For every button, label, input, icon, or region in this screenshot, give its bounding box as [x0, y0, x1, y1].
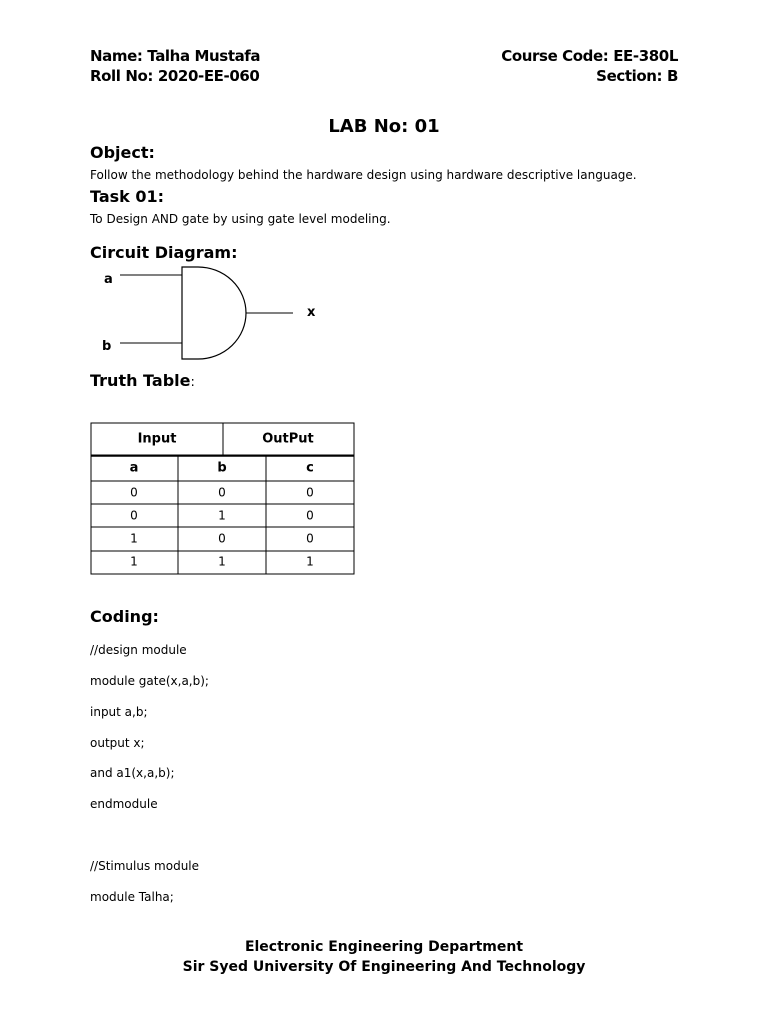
truth-table-heading-colon: :: [190, 375, 195, 390]
cell: 1: [306, 554, 314, 569]
cell: 1: [218, 508, 226, 523]
footer-university: Sir Syed University Of Engineering And Technology: [182, 959, 586, 975]
footer-department: Electronic Engineering Department: [244, 939, 524, 955]
input-a-label: a: [104, 272, 113, 287]
code-line: input a,b;: [90, 705, 148, 719]
code-line: //design module: [90, 643, 187, 657]
cell: 0: [306, 485, 314, 500]
column-header-a: a: [129, 460, 139, 476]
cell: 0: [218, 531, 226, 546]
column-header-c: c: [306, 460, 314, 476]
code-line: module gate(x,a,b);: [90, 674, 209, 688]
code-line: endmodule: [90, 797, 158, 811]
output-x-label: x: [307, 305, 316, 320]
truth-table-heading-text: Truth Table: [90, 371, 191, 390]
lab-title: LAB No: 01: [328, 116, 440, 137]
table-row: [130, 555, 314, 569]
input-b-label: b: [102, 339, 112, 354]
cell: 0: [306, 531, 314, 546]
table-row: [130, 509, 314, 523]
column-header-b: b: [217, 460, 227, 476]
course-code: Course Code: EE-380L: [501, 47, 678, 65]
cell: 0: [130, 485, 138, 500]
section: Section: B: [596, 67, 678, 85]
cell: 1: [130, 554, 138, 569]
student-name: Name: Talha Mustafa: [90, 47, 261, 65]
group-header-output: OutPut: [262, 431, 314, 447]
table-row: [130, 532, 314, 546]
cell: 0: [218, 485, 226, 500]
code-line: //Stimulus module: [90, 859, 200, 873]
object-text: Follow the methodology behind the hardware design using hardware descriptive language.: [90, 168, 637, 182]
code-line: output x;: [90, 736, 145, 750]
code-line: module Talha;: [90, 890, 174, 904]
roll-number: Roll No: 2020-EE-060: [90, 67, 260, 85]
cell: 1: [218, 554, 226, 569]
cell: 1: [130, 531, 138, 546]
object-heading: Object:: [90, 143, 155, 162]
table-row: [130, 486, 314, 500]
cell: 0: [306, 508, 314, 523]
group-header-input: Input: [137, 431, 177, 447]
coding-heading: Coding:: [90, 607, 159, 626]
task-text: To Design AND gate by using gate level modeling.: [90, 212, 391, 226]
task-heading: Task 01:: [90, 187, 165, 206]
cell: 0: [130, 508, 138, 523]
circuit-heading: Circuit Diagram:: [90, 243, 238, 262]
code-line: and a1(x,a,b);: [90, 766, 175, 780]
